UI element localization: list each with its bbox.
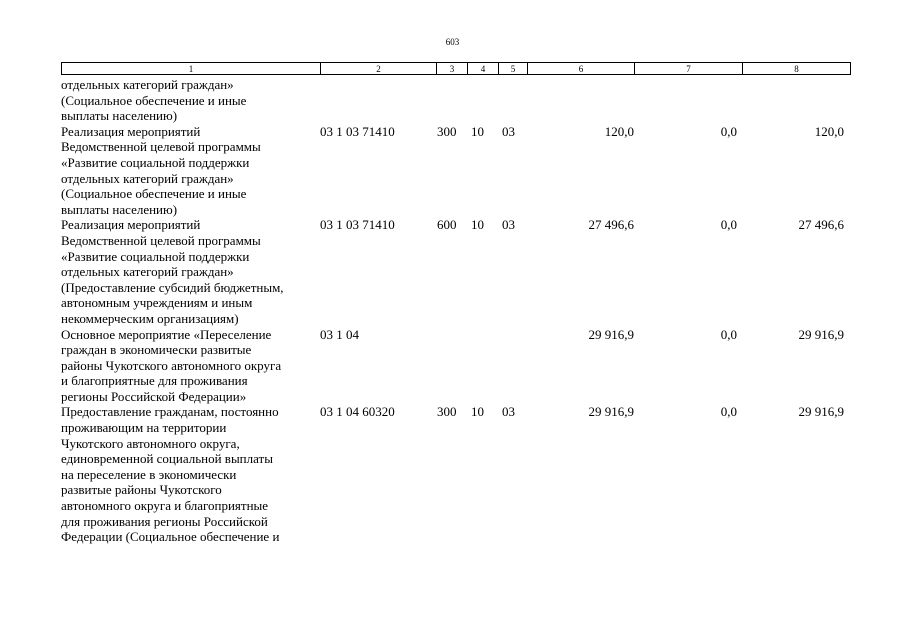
header-col-5: 5 bbox=[499, 63, 528, 75]
description-line: и благоприятные для проживания bbox=[61, 373, 248, 389]
amount-final: 29 916,9 bbox=[798, 404, 844, 420]
description-line: автономным учреждениям и иным bbox=[61, 295, 253, 311]
header-col-6: 6 bbox=[528, 63, 635, 75]
row-description bbox=[61, 327, 323, 405]
table-row bbox=[61, 124, 850, 218]
description-line: (Социальное обеспечение и иные bbox=[61, 186, 247, 202]
description-line: Чукотского автономного округа, bbox=[61, 435, 240, 451]
table-row bbox=[61, 404, 850, 544]
description-line: проживающим на территории bbox=[61, 420, 227, 436]
amount-total: 29 916,9 bbox=[588, 326, 634, 342]
table-row bbox=[61, 327, 850, 405]
description-line: Федерации (Социальное обеспечение и bbox=[61, 529, 280, 545]
page-number: 603 bbox=[445, 37, 460, 47]
description-line: некоммерческим организациям) bbox=[61, 310, 239, 326]
description-line: граждан в экономически развитые bbox=[61, 342, 252, 358]
description-line: выплаты населению) bbox=[61, 108, 178, 124]
amount-change: 0,0 bbox=[720, 217, 737, 233]
header-col-4: 4 bbox=[468, 63, 499, 75]
row-description bbox=[61, 77, 323, 124]
budget-code: 03 1 03 71410 bbox=[320, 217, 395, 233]
table-row bbox=[61, 217, 850, 326]
row-description bbox=[61, 404, 323, 544]
header-col-7: 7 bbox=[635, 63, 743, 75]
amount-change: 0,0 bbox=[720, 326, 737, 342]
row-description bbox=[61, 217, 323, 326]
subsection: 03 bbox=[502, 123, 515, 139]
table-body bbox=[61, 77, 850, 545]
section: 10 bbox=[471, 123, 484, 139]
amount-total: 120,0 bbox=[604, 123, 634, 139]
description-line: отдельных категорий граждан» bbox=[61, 170, 234, 186]
budget-code: 03 1 04 bbox=[320, 326, 359, 342]
description-line: Предоставление гражданам, постоянно bbox=[61, 404, 279, 420]
amount-change: 0,0 bbox=[720, 404, 737, 420]
description-line: Ведомственной целевой программы bbox=[61, 232, 261, 248]
description-line: отдельных категорий граждан» bbox=[61, 77, 234, 92]
amount-final: 120,0 bbox=[814, 123, 844, 139]
header-col-8: 8 bbox=[743, 63, 851, 75]
budget-code: 03 1 04 60320 bbox=[320, 404, 395, 420]
table-row bbox=[61, 77, 850, 124]
section: 10 bbox=[471, 217, 484, 233]
header-col-1: 1 bbox=[62, 63, 321, 75]
header-col-3: 3 bbox=[437, 63, 468, 75]
description-line: единовременной социальной выплаты bbox=[61, 451, 273, 467]
description-line: на переселение в экономически bbox=[61, 466, 237, 482]
amount-final: 29 916,9 bbox=[798, 326, 844, 342]
description-line: районы Чукотского автономного округа bbox=[61, 357, 282, 373]
description-line: «Развитие социальной поддержки bbox=[61, 248, 250, 264]
expense-type: 600 bbox=[437, 217, 457, 233]
description-line: выплаты населению) bbox=[61, 201, 178, 217]
description-line: Реализация мероприятий bbox=[61, 123, 201, 139]
expense-type: 300 bbox=[437, 404, 457, 420]
amount-total: 27 496,6 bbox=[588, 217, 634, 233]
description-line: Основное мероприятие «Переселение bbox=[61, 326, 272, 342]
subsection: 03 bbox=[502, 217, 515, 233]
description-line: автономного округа и благоприятные bbox=[61, 498, 269, 514]
description-line: развитые районы Чукотского bbox=[61, 482, 222, 498]
budget-code: 03 1 03 71410 bbox=[320, 123, 395, 139]
description-line: Ведомственной целевой программы bbox=[61, 139, 261, 155]
section: 10 bbox=[471, 404, 484, 420]
description-line: (Социальное обеспечение и иные bbox=[61, 92, 247, 108]
amount-total: 29 916,9 bbox=[588, 404, 634, 420]
expense-type: 300 bbox=[437, 123, 457, 139]
description-line: для проживания регионы Российской bbox=[61, 513, 268, 529]
description-line: Реализация мероприятий bbox=[61, 217, 201, 233]
subsection: 03 bbox=[502, 404, 515, 420]
amount-change: 0,0 bbox=[720, 123, 737, 139]
description-line: отдельных категорий граждан» bbox=[61, 264, 234, 280]
description-line: «Развитие социальной поддержки bbox=[61, 154, 250, 170]
description-line: регионы Российской Федерации» bbox=[61, 388, 247, 404]
table-header bbox=[61, 62, 851, 75]
row-description bbox=[61, 124, 323, 218]
header-col-2: 2 bbox=[321, 63, 437, 75]
description-line: (Предоставление субсидий бюджетным, bbox=[61, 279, 284, 295]
amount-final: 27 496,6 bbox=[798, 217, 844, 233]
